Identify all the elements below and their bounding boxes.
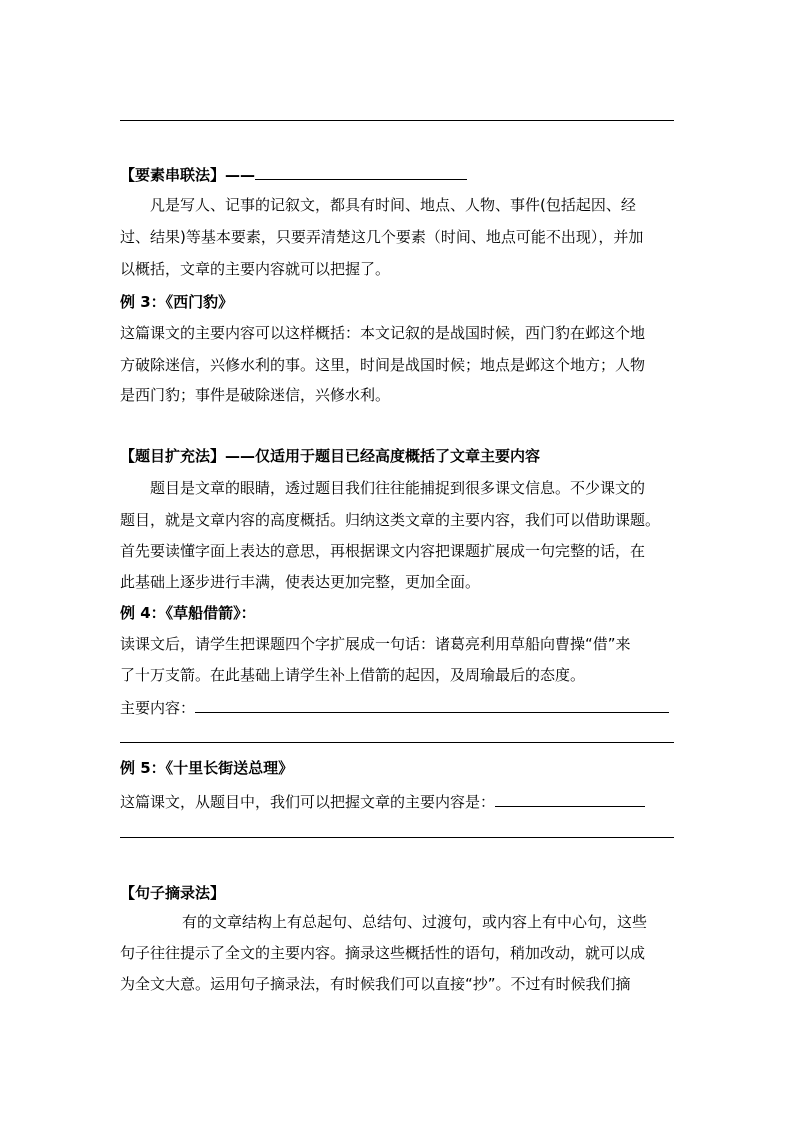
answer-prompt: 这篇课文，从题目中，我们可以把握文章的主要内容是： (120, 793, 496, 811)
section-heading-text: 【要素串联法】—— (120, 166, 256, 184)
paragraph-line: 首先要读懂字面上表达的意思，再根据课文内容把课题扩展成一句完整的话，在 (120, 542, 646, 560)
answer-row (120, 790, 645, 810)
section-heading-elements (120, 163, 467, 183)
section-heading-sentence-extract: 【句子摘录法】 (120, 884, 226, 902)
example-title: 例 3：《西门豹》 (120, 293, 234, 311)
example-title: 例 4：《草船借箭》： (120, 604, 256, 622)
paragraph-line: 题目，就是文章内容的高度概括。归纳这类文章的主要内容，我们可以借助课题。 (120, 511, 661, 529)
paragraph-line: 此基础上逐步进行丰满，使表达更加完整，更加全面。 (120, 573, 481, 591)
answer-line (120, 837, 674, 838)
top-divider-line (120, 120, 674, 121)
paragraph-line: 是西门豹；事件是破除迷信，兴修水利。 (120, 386, 391, 404)
answer-blank (195, 696, 669, 713)
paragraph-line: 这篇课文的主要内容可以这样概括：本文记叙的是战国时候，西门豹在邺这个地 (120, 324, 646, 342)
section-heading-title-expand: 【题目扩充法】——仅适用于题目已经高度概括了文章主要内容 (120, 447, 541, 465)
paragraph-line: 凡是写人、记事的记叙文，都具有时间、地点、人物、事件(包括起因、经 (150, 196, 636, 214)
paragraph-line: 读课文后，请学生把课题四个字扩展成一句话：诸葛亮利用草船向曹操“借”来 (120, 635, 631, 653)
answer-line (120, 742, 674, 743)
paragraph-line: 过、结果)等基本要素，只要弄清楚这几个要素（时间、地点可能不出现），并加 (120, 228, 644, 246)
paragraph-line: 题目是文章的眼睛，透过题目我们往往能捕捉到很多课文信息。不少课文的 (150, 479, 646, 497)
paragraph-line: 有的文章结构上有总起句、总结句、过渡句，或内容上有中心句，这些 (182, 913, 648, 931)
answer-row (120, 696, 669, 716)
fill-in-blank (255, 163, 467, 180)
example-title: 例 5：《十里长街送总理》 (120, 759, 294, 777)
answer-label: 主要内容： (120, 699, 196, 717)
paragraph-line: 为全文大意。运用句子摘录法，有时候我们可以直接“抄”。不过有时候我们摘 (120, 975, 631, 993)
paragraph-line: 以概括，文章的主要内容就可以把握了。 (120, 260, 391, 278)
paragraph-line: 方破除迷信，兴修水利的事。这里，时间是战国时候；地点是邺这个地方；人物 (120, 356, 646, 374)
paragraph-line: 了十万支箭。在此基础上请学生补上借箭的起因，及周瑜最后的态度。 (120, 666, 586, 684)
answer-blank (495, 790, 645, 807)
paragraph-line: 句子往往提示了全文的主要内容。摘录这些概括性的语句，稍加改动，就可以成 (120, 944, 646, 962)
document-page (120, 0, 674, 1123)
